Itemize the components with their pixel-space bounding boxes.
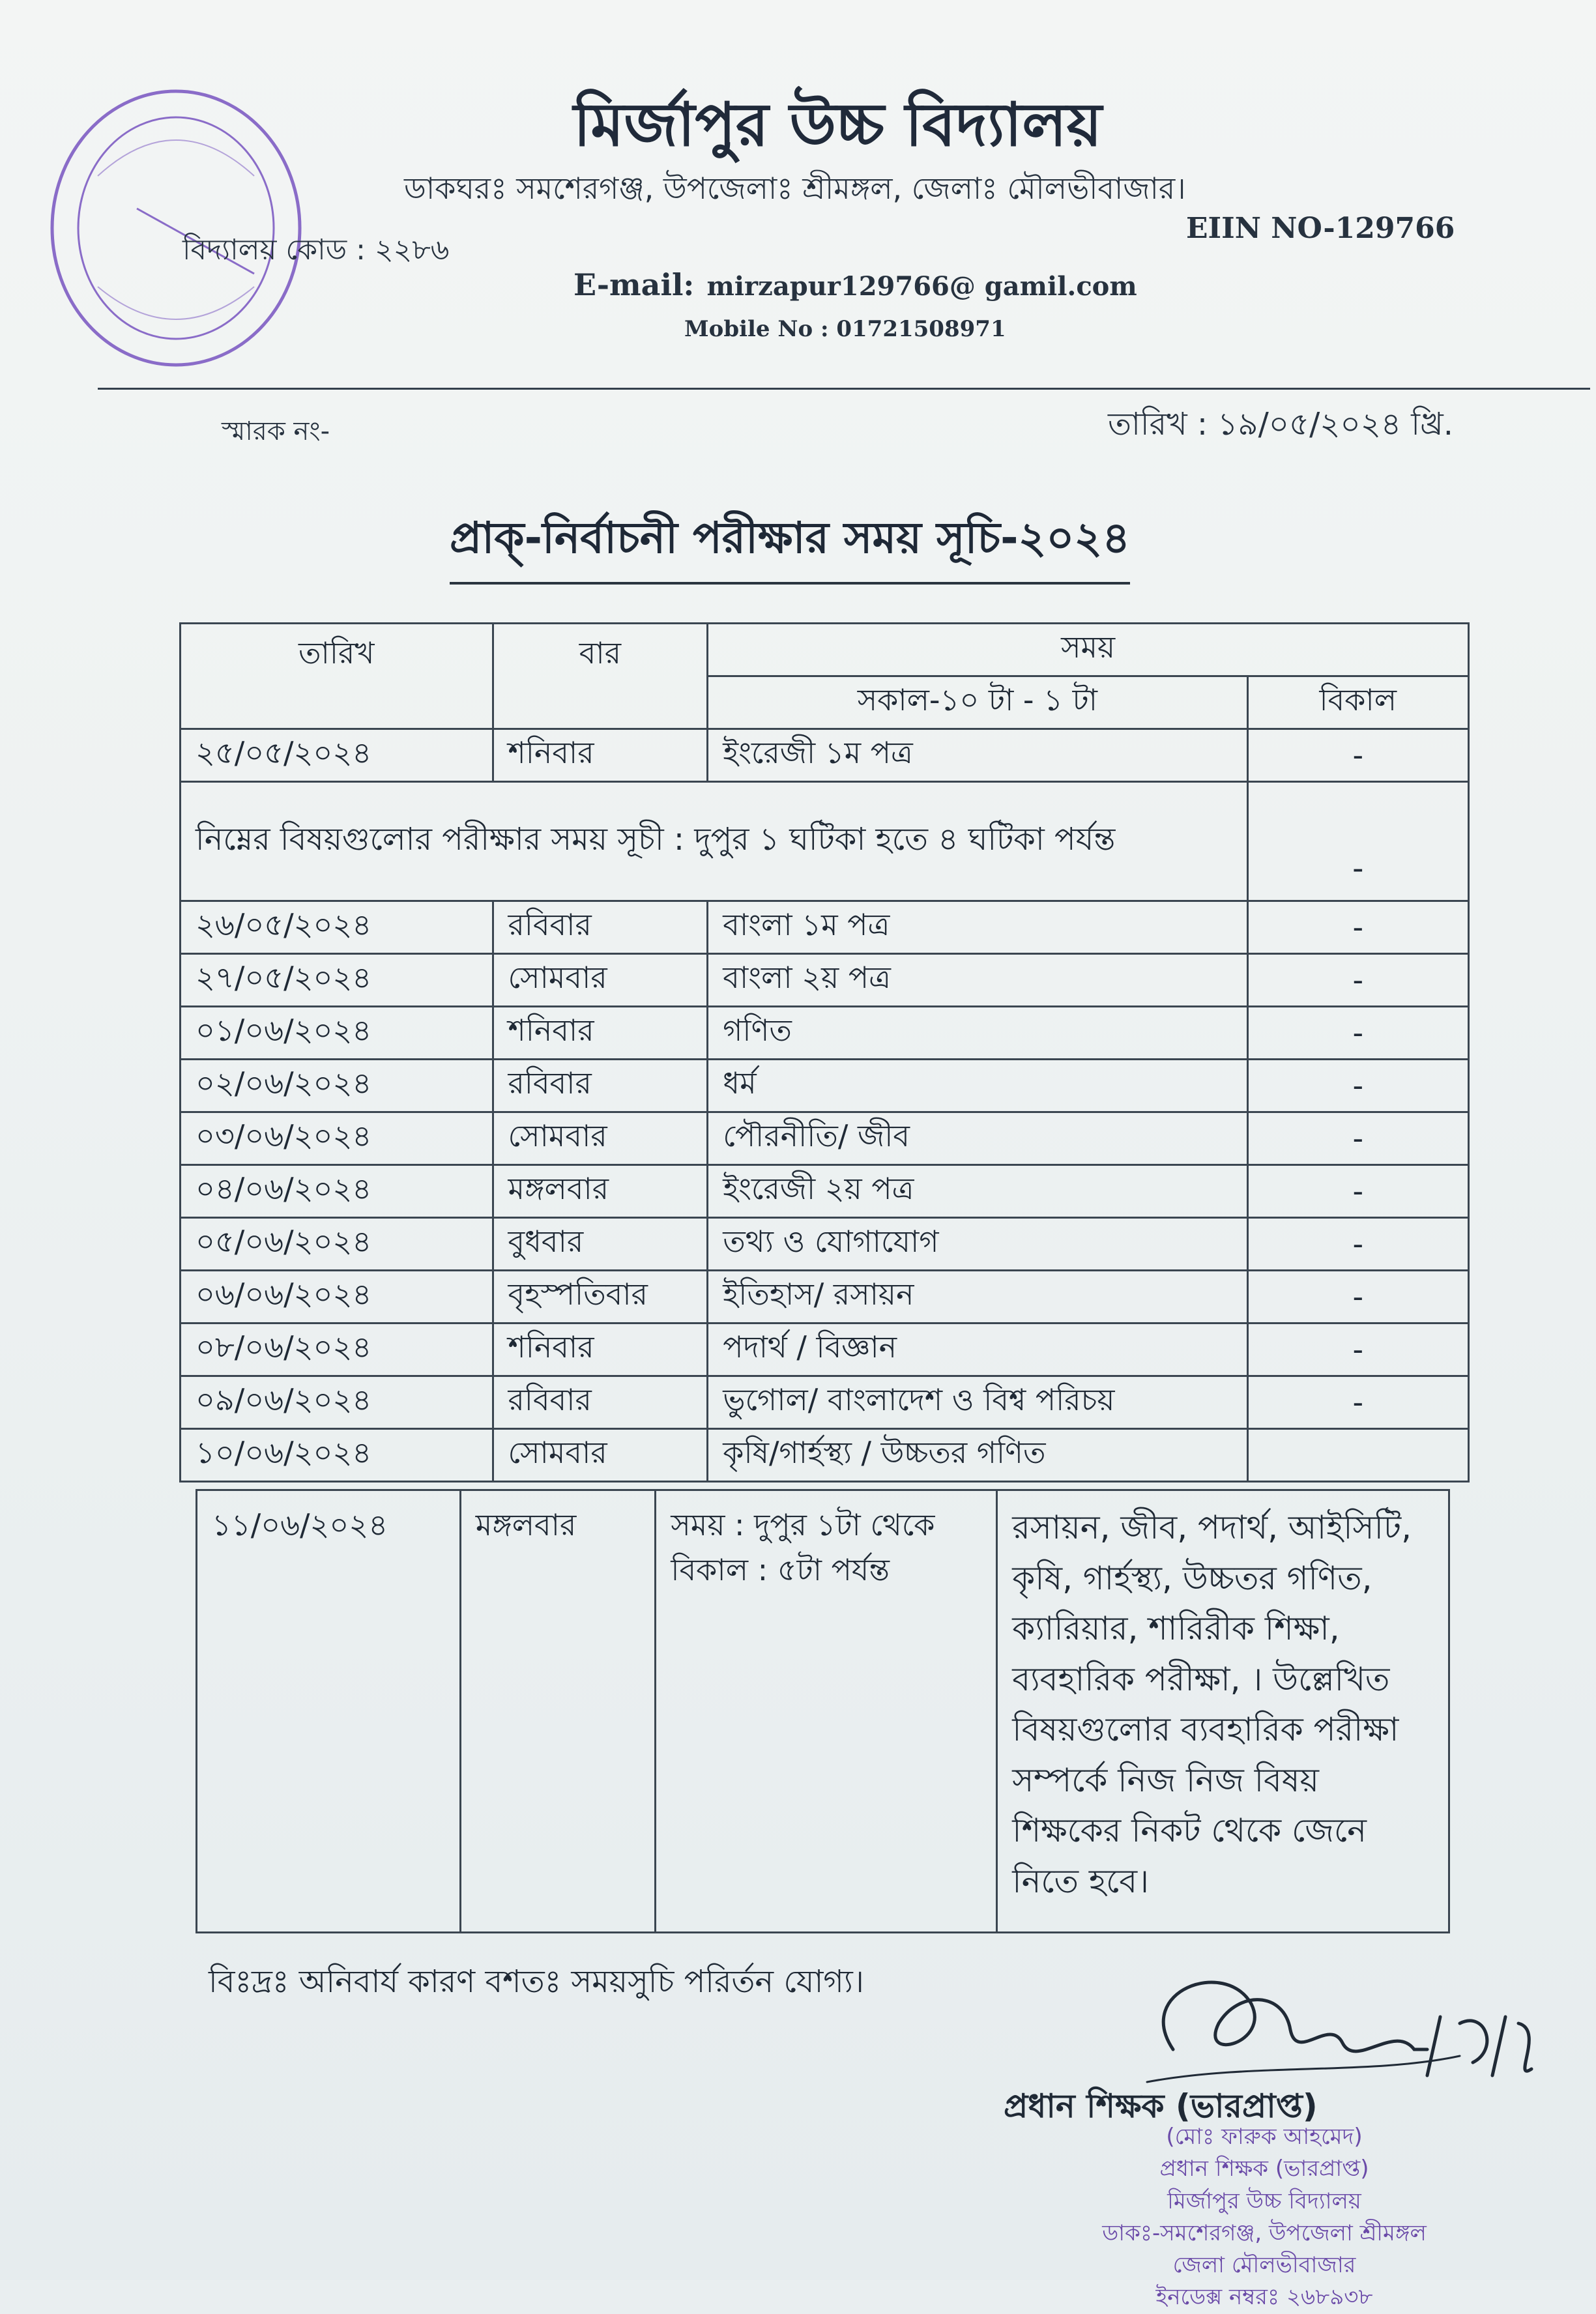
row-day: বুধবার [493, 1218, 708, 1271]
subjects-line: কৃষি, গার্হস্থ্য, উচ্চতর গণিত, [1012, 1559, 1372, 1597]
row-day: শনিবার [493, 1007, 708, 1060]
subjects-line: রসায়ন, জীব, পদার্থ, আইসিটি, [1012, 1509, 1412, 1546]
table-row [181, 901, 1469, 954]
table-row [181, 1112, 1469, 1165]
row-subject: পদার্থ / বিজ্ঞান [708, 1323, 1247, 1376]
table-row [181, 1271, 1469, 1323]
practical-time-start: সময় : দুপুর ১টা থেকে [671, 1507, 935, 1542]
eiin-number: EIIN NO-129766 [1186, 212, 1455, 245]
row-subject: গণিত [708, 1007, 1247, 1060]
row-day: সোমবার [493, 1429, 708, 1482]
row-afternoon [1247, 1429, 1469, 1482]
practical-day: মঙ্গলবার [460, 1490, 656, 1933]
row-subject: ইংরেজী ২য় পত্র [708, 1165, 1247, 1218]
stamp-line: মির্জাপুর উচ্চ বিদ্যালয় [1167, 2188, 1361, 2214]
handwritten-signature [1121, 1952, 1538, 2102]
practical-time-end: বিকাল : ৫টা পর্যন্ত [671, 1552, 890, 1587]
table-row [181, 1060, 1469, 1112]
row-afternoon: - [1247, 1218, 1469, 1271]
row-subject: বাংলা ২য় পত্র [708, 954, 1247, 1007]
table-row [181, 729, 1469, 782]
table-row [181, 1323, 1469, 1376]
row-day: শনিবার [493, 1323, 708, 1376]
row-date: ০২/০৬/২০২৪ [181, 1060, 493, 1112]
practical-subjects [997, 1490, 1449, 1933]
email-label: E-mail: [573, 267, 695, 302]
row-afternoon: - [1247, 1271, 1469, 1323]
schedule-rows [181, 901, 1469, 1482]
row-date: ০৬/০৬/২০২৪ [181, 1271, 493, 1323]
row-afternoon: - [1247, 1376, 1469, 1429]
document-title: প্রাক্-নির্বাচনী পরীক্ষার সময় সূচি-২০২৪ [450, 505, 1130, 585]
row-date: ০৯/০৬/২০২৪ [181, 1376, 493, 1429]
memo-number: স্মারক নং- [222, 416, 330, 446]
schedule-note-dash: - [1247, 782, 1469, 901]
row-afternoon: - [1247, 1060, 1469, 1112]
row-afternoon: - [1247, 729, 1469, 782]
header-morning: সকাল-১০ টা - ১ টা [708, 676, 1247, 729]
school-address: ডাকঘরঃ সমশেরগঞ্জ, উপজেলাঃ শ্রীমঙ্গল, জেলাঃ মৌলভীবাজার। [404, 171, 1186, 206]
row-day: মঙ্গলবার [493, 1165, 708, 1218]
row-subject: ইতিহাস/ রসায়ন [708, 1271, 1247, 1323]
row-subject: ভুগোল/ বাংলাদেশ ও বিশ্ব পরিচয় [708, 1376, 1247, 1429]
row-afternoon: - [1247, 1165, 1469, 1218]
row-date: ২৫/০৫/২০২৪ [181, 729, 493, 782]
row-day: শনিবার [493, 729, 708, 782]
stamp-line: জেলা মৌলভীবাজার [1172, 2252, 1356, 2279]
row-date: ০৪/০৬/২০২৪ [181, 1165, 493, 1218]
table-row [181, 954, 1469, 1007]
header-day: বার [493, 624, 708, 729]
row-date: ০১/০৬/২০২৪ [181, 1007, 493, 1060]
signature-title: প্রধান শিক্ষক (ভারপ্রাপ্ত) [1004, 2087, 1318, 2125]
practical-exam-table [196, 1489, 1450, 1933]
row-afternoon: - [1247, 1007, 1469, 1060]
email-address: mirzapur129766@ gamil.com [706, 271, 1137, 302]
row-day: বৃহস্পতিবার [493, 1271, 708, 1323]
stamp-line: প্রধান শিক্ষক (ভারপ্রাপ্ত) [1159, 2156, 1369, 2182]
header-time: সময় [708, 624, 1469, 676]
row-afternoon: - [1247, 1323, 1469, 1376]
row-subject: ধর্ম [708, 1060, 1247, 1112]
table-row [181, 1429, 1469, 1482]
table-row [181, 1165, 1469, 1218]
row-day: রবিবার [493, 1060, 708, 1112]
row-subject: বাংলা ১ম পত্র [708, 901, 1247, 954]
table-row [181, 1376, 1469, 1429]
practical-date: ১১/০৬/২০২৪ [197, 1490, 461, 1933]
row-day: সোমবার [493, 954, 708, 1007]
header-afternoon: বিকাল [1247, 676, 1469, 729]
school-name: মির্জাপুর উচ্চ বিদ্যালয় [573, 90, 1102, 160]
mobile-number: Mobile No : 01721508971 [684, 316, 1006, 342]
row-date: ১০/০৬/২০২৪ [181, 1429, 493, 1482]
subjects-line: ক্যারিয়ার, শারিরীক শিক্ষা, [1012, 1610, 1340, 1647]
header-date: তারিখ [181, 624, 493, 729]
footnote: বিঃদ্রঃ অনিবার্য কারণ বশতঃ সময়সুচি পরির্তন যোগ্য। [209, 1963, 864, 2000]
stamp-line: ডাকঃ-সমশেরগঞ্জ, উপজেলা শ্রীমঙ্গল [1102, 2220, 1427, 2246]
row-subject: ইংরেজী ১ম পত্র [708, 729, 1247, 782]
row-date: ২৬/০৫/২০২৪ [181, 901, 493, 954]
headmaster-stamp [1030, 2121, 1499, 2314]
row-date: ০৫/০৬/২০২৪ [181, 1218, 493, 1271]
schedule-note-row [181, 782, 1469, 901]
row-date: ২৭/০৫/২০২৪ [181, 954, 493, 1007]
subjects-line: বিষয়গুলোর ব্যবহারিক পরীক্ষা [1012, 1711, 1399, 1748]
stamp-line: ইনডেক্স নম্বরঃ ২৬৮৯৩৮ [1155, 2284, 1373, 2311]
row-afternoon: - [1247, 954, 1469, 1007]
row-subject: পৌরনীতি/ জীব [708, 1112, 1247, 1165]
subjects-line: সম্পর্কে নিজ নিজ বিষয় [1012, 1761, 1319, 1799]
row-afternoon: - [1247, 901, 1469, 954]
practical-row [197, 1490, 1449, 1933]
header-divider [98, 388, 1590, 390]
row-date: ০৩/০৬/২০২৪ [181, 1112, 493, 1165]
subjects-line: শিক্ষকের নিকট থেকে জেনে [1012, 1812, 1367, 1849]
subjects-line: নিতে হবে। [1012, 1862, 1149, 1900]
row-subject: কৃষি/গার্হস্থ্য / উচ্চতর গণিত [708, 1429, 1247, 1482]
row-date: ০৮/০৬/২০২৪ [181, 1323, 493, 1376]
row-day: রবিবার [493, 1376, 708, 1429]
subjects-line: ব্যবহারিক পরীক্ষা, । উল্লেখিত [1012, 1660, 1390, 1698]
email-row [573, 267, 1137, 302]
row-subject: তথ্য ও যোগাযোগ [708, 1218, 1247, 1271]
row-afternoon: - [1247, 1112, 1469, 1165]
row-day: রবিবার [493, 901, 708, 954]
school-code: বিদ্যালয় কোড : ২২৮৬ [182, 233, 450, 267]
table-row [181, 1007, 1469, 1060]
stamp-line: (মোঃ ফারুক আহমেদ) [1166, 2124, 1363, 2150]
table-row [181, 1218, 1469, 1271]
exam-schedule-table [179, 622, 1470, 1482]
schedule-note: নিম্নের বিষয়গুলোর পরীক্ষার সময় সূচী : দুপুর ১ ঘটিকা হতে ৪ ঘটিকা পর্যন্ত [181, 782, 1248, 901]
issue-date: তারিখ : ১৯/০৫/২০২৪ খ্রি. [1108, 406, 1453, 442]
table-header-row [181, 624, 1469, 676]
practical-time [656, 1490, 997, 1933]
row-day: সোমবার [493, 1112, 708, 1165]
